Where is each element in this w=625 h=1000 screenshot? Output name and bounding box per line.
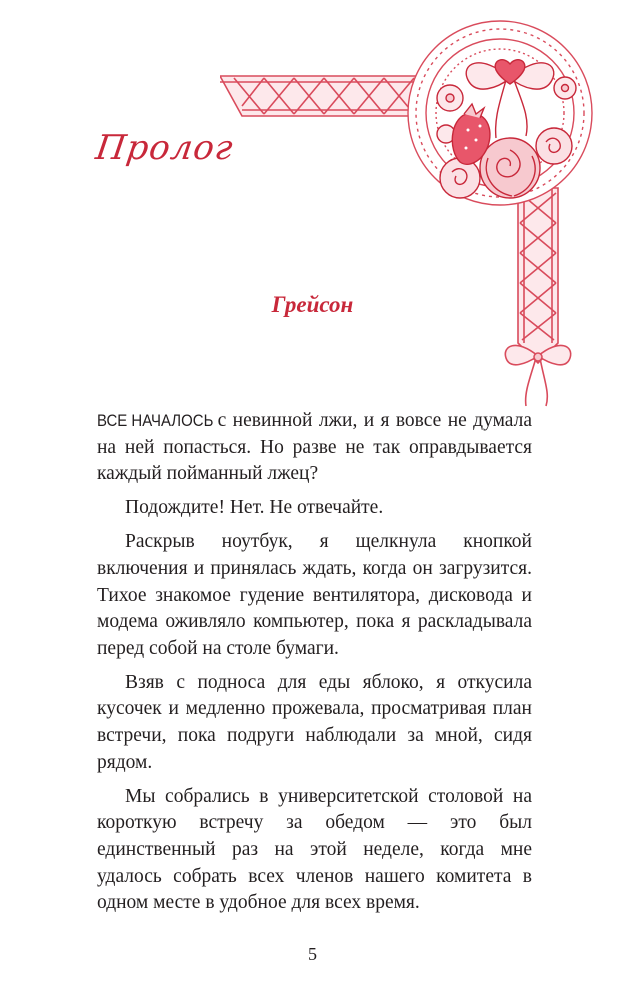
bottom-bow [505, 345, 570, 406]
lattice-ribbon-vertical [518, 188, 558, 363]
paragraph-1 [97, 408, 532, 488]
narrator-heading: Грейсон [271, 292, 354, 317]
paragraph-3: Раскрыв ноутбук, я щелкнула кнопкой включения и принялась ждать, когда он загрузится. Тихое знакомое гудение вентилятора, дисковода и модема оживляло компьютер, пока я раскладывала перед собой на столе бумаги. [97, 531, 532, 659]
paragraph-2: Подождите! Нет. Не отвечайте. [125, 497, 384, 519]
paragraph-4: Взяв с подноса для еды яблоко, я откусила кусочек и медленно прожевала, просматривая план встречи, пока подруги наблюдали за мной, сидя рядом. [97, 671, 532, 773]
paragraph-5: Мы собрались в университетской столовой на короткую встречу за обедом — это был единственный раз на этой неделе, когда мне удалось собрать всех членов нашего комитета в одном месте в удобное для всех время. [97, 785, 532, 914]
lead-in-caps: ВСЕ НАЧАЛОСЬ [97, 411, 214, 430]
paragraph-1-text: с невинной лжи, и я вовсе не думала на ней попасться. Но разве не так оправдывается каждый пойманный лжец? [97, 410, 532, 485]
lattice-ribbon-horizontal [220, 76, 438, 116]
chapter-title: Пролог [93, 128, 236, 168]
page-number: 5 [308, 944, 317, 964]
body-text [97, 408, 532, 924]
lace-corner-ornament [220, 18, 600, 408]
